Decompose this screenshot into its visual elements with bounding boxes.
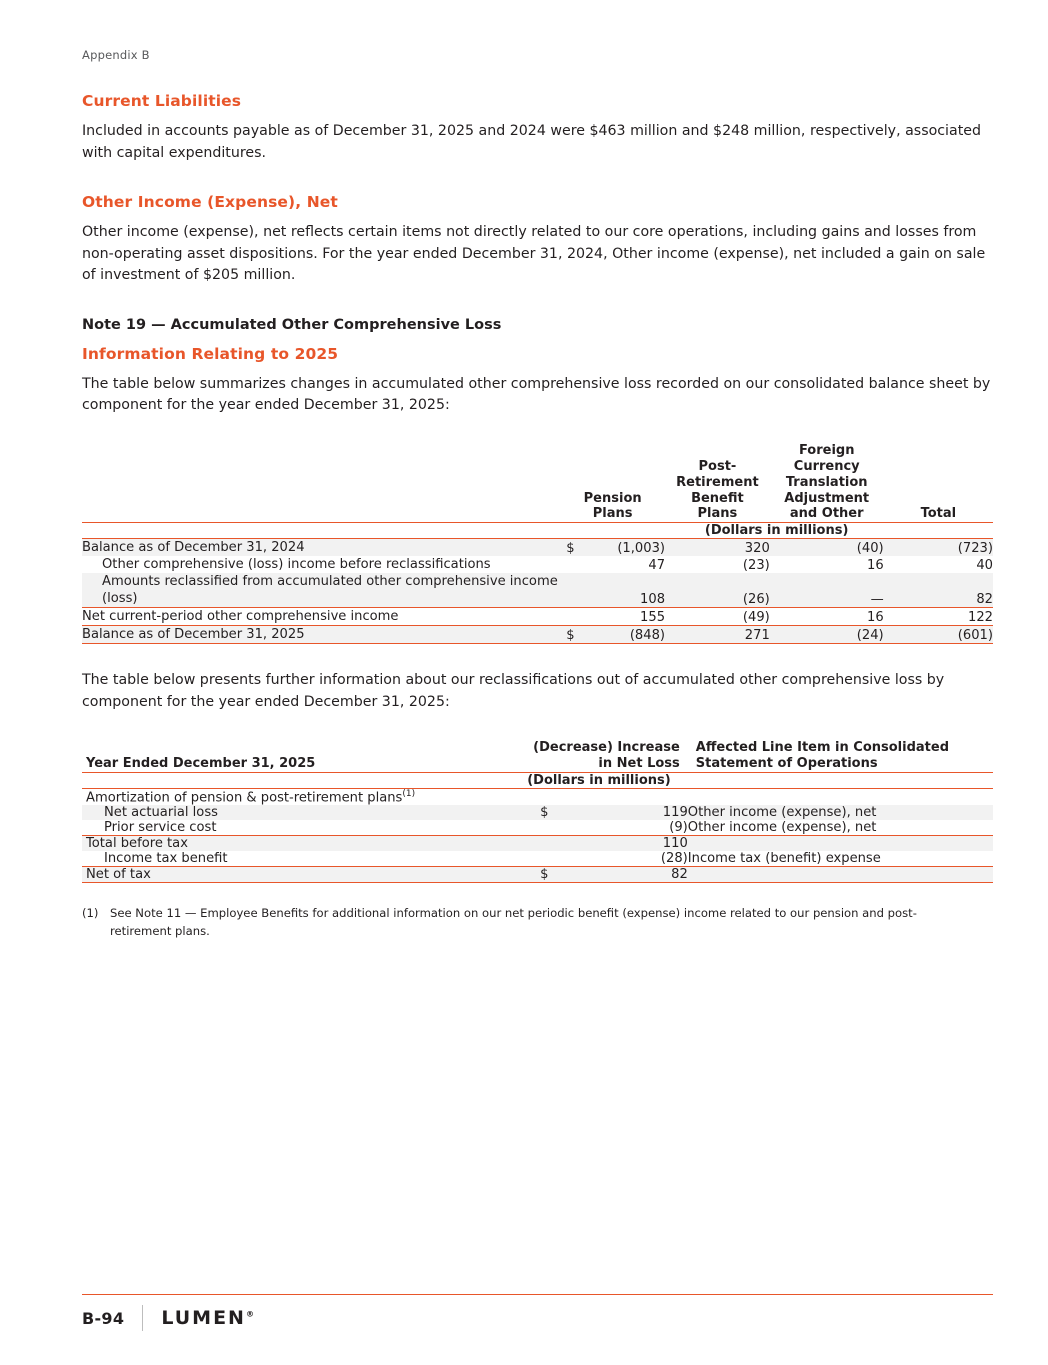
table1-row-label: Other comprehensive (loss) income before reclassifications — [102, 557, 491, 573]
table1-cell: (40) — [856, 541, 884, 557]
table-row — [82, 805, 993, 820]
table-row — [82, 626, 993, 644]
table2-col-affected-line-item: Affected Line Item in Consolidated Statement of Operations — [695, 739, 950, 771]
table1-header-blank — [82, 443, 560, 523]
table2-col-amount: (Decrease) Increase in Net Loss — [533, 739, 680, 771]
table2-cell-amount — [510, 789, 688, 806]
footnote-marker: (1) — [82, 906, 99, 921]
table2-units-blank — [82, 773, 510, 789]
table2-row-label: Prior service cost — [104, 820, 217, 836]
aoci-rollforward-table — [82, 443, 993, 644]
table2-row-label: Net actuarial loss — [104, 805, 218, 821]
table1-cell: (26) — [742, 592, 770, 608]
table1-row-label: Balance as of December 31, 2025 — [82, 627, 305, 643]
section-heading-other-income: Other Income (Expense), Net — [82, 193, 338, 212]
page-footer — [82, 1294, 993, 1331]
footnote — [82, 905, 993, 940]
section-paragraph-current-liabilities: Included in accounts payable as of December 31, 2025 and 2024 were $463 million and $248 million, respectively, associated with capital expenditures. — [82, 123, 981, 161]
table-row — [82, 573, 993, 608]
table2-cell-lineitem — [688, 867, 993, 883]
table2-col-period-label: Year Ended December 31, 2025 — [86, 755, 316, 771]
table2-units-row — [82, 773, 993, 789]
table1-col-pension-plans: Pension Plans — [583, 490, 642, 522]
table-row — [82, 836, 993, 852]
reclassifications-table — [82, 740, 993, 884]
section-heading-current-liabilities: Current Liabilities — [82, 92, 242, 110]
table1-cell: 16 — [866, 610, 884, 626]
reclassifications-table-wrapper — [82, 740, 993, 884]
table1-cell: 320 — [744, 541, 770, 557]
table1-cell: 122 — [968, 610, 993, 626]
table1-cell: $ (1,003) — [566, 541, 666, 557]
table2-cell-amount: $ 119 — [540, 805, 688, 821]
table-row — [82, 851, 993, 867]
table1-cell: (23) — [742, 558, 770, 574]
table2-header-row — [82, 740, 993, 773]
table1-units-row — [82, 523, 993, 539]
table1-cell: 271 — [744, 628, 770, 644]
table2-cell-amount: $ 82 — [540, 867, 688, 883]
appendix-label: Appendix B — [82, 48, 150, 62]
table2-cell-lineitem: Income tax (benefit) expense — [687, 851, 881, 867]
note-title: Note 19 — Accumulated Other Comprehensive Loss — [82, 316, 502, 333]
table2-units-label: (Dollars in millions) — [527, 773, 671, 789]
table2-cell-lineitem — [688, 789, 993, 806]
table2-cell-lineitem — [688, 836, 993, 852]
table1-header-row — [82, 443, 993, 523]
table2-row-label: Total before tax — [86, 836, 188, 852]
table2-cell-amount: (9) — [669, 820, 688, 836]
section-paragraph-other-income: Other income (expense), net reflects certain items not directly related to our core operations, including gains and losses from non-operating asset dispositions. For the year ended December 31, 2024, Other income (expense), net included a gain on sale of investment of $205 million. — [82, 224, 986, 284]
page-number: B-94 — [82, 1308, 125, 1328]
table-row — [82, 820, 993, 836]
footnote-text: See Note 11 — Employee Benefits for additional information on our net periodic benefit (expense) income related to our pension and post-retirement plans. — [110, 906, 917, 938]
lumen-logo: LUMEN® — [161, 1307, 256, 1329]
table1-cell: 82 — [976, 592, 993, 608]
table1-cell: (601) — [957, 628, 993, 644]
table1-cell: 108 — [640, 592, 666, 608]
table1-row-label: Amounts reclassified from accumulated other comprehensive income (loss) — [102, 574, 558, 607]
note-intro-paragraph: The table below summarizes changes in accumulated other comprehensive loss recorded on our consolidated balance sheet by component for the year ended December 31, 2025: — [82, 375, 991, 414]
table1-cell: (24) — [856, 628, 884, 644]
table-row — [82, 789, 993, 806]
table2-cell-lineitem: Other income (expense), net — [687, 805, 877, 821]
table2-cell-amount: 110 — [662, 836, 688, 852]
table2-cell-lineitem: Other income (expense), net — [687, 820, 877, 836]
table1-cell: (723) — [957, 541, 993, 557]
table2-cell-amount: (28) — [660, 851, 688, 867]
table1-col-post-retirement-benefit-plans: Post- Retirement Benefit Plans — [676, 458, 759, 522]
table1-row-label: Net current-period other comprehensive income — [82, 609, 399, 625]
table1-col-foreign-currency-translation: Foreign Currency Translation Adjustment and Other — [784, 443, 870, 522]
table1-units-label: (Dollars in millions) — [704, 523, 849, 539]
note-subheading: Information Relating to 2025 — [82, 344, 339, 363]
table1-cell: 47 — [648, 558, 666, 574]
table1-units-blank — [82, 523, 560, 539]
table2-row-label: Amortization of pension & post-retirement plans$^{(1)}$ — [86, 789, 416, 806]
table2-intro-paragraph: The table below presents further information about our reclassifications out of accumulated other comprehensive loss by component for the year ended December 31, 2025: — [82, 672, 945, 711]
table2-row-label: Net of tax — [86, 867, 151, 883]
table1-cell: 16 — [866, 558, 884, 574]
table1-cell: 40 — [976, 558, 993, 574]
table1-col-total: Total — [920, 506, 957, 522]
footnote-ref: (1) — [402, 789, 416, 800]
table-row — [82, 556, 993, 573]
table1-cell: 155 — [640, 610, 666, 626]
table1-cell: (49) — [742, 610, 770, 626]
table1-cell: $ (848) — [566, 628, 666, 644]
table2-units-blank2 — [688, 773, 993, 789]
table1-row-label: Balance as of December 31, 2024 — [82, 540, 305, 556]
table2-row-label: Income tax benefit — [104, 851, 228, 867]
table1-cell: — — [870, 592, 884, 608]
table-row — [82, 608, 993, 626]
table-row — [82, 539, 993, 557]
aoci-rollforward-table-wrapper — [82, 443, 993, 644]
table-row — [82, 867, 993, 883]
